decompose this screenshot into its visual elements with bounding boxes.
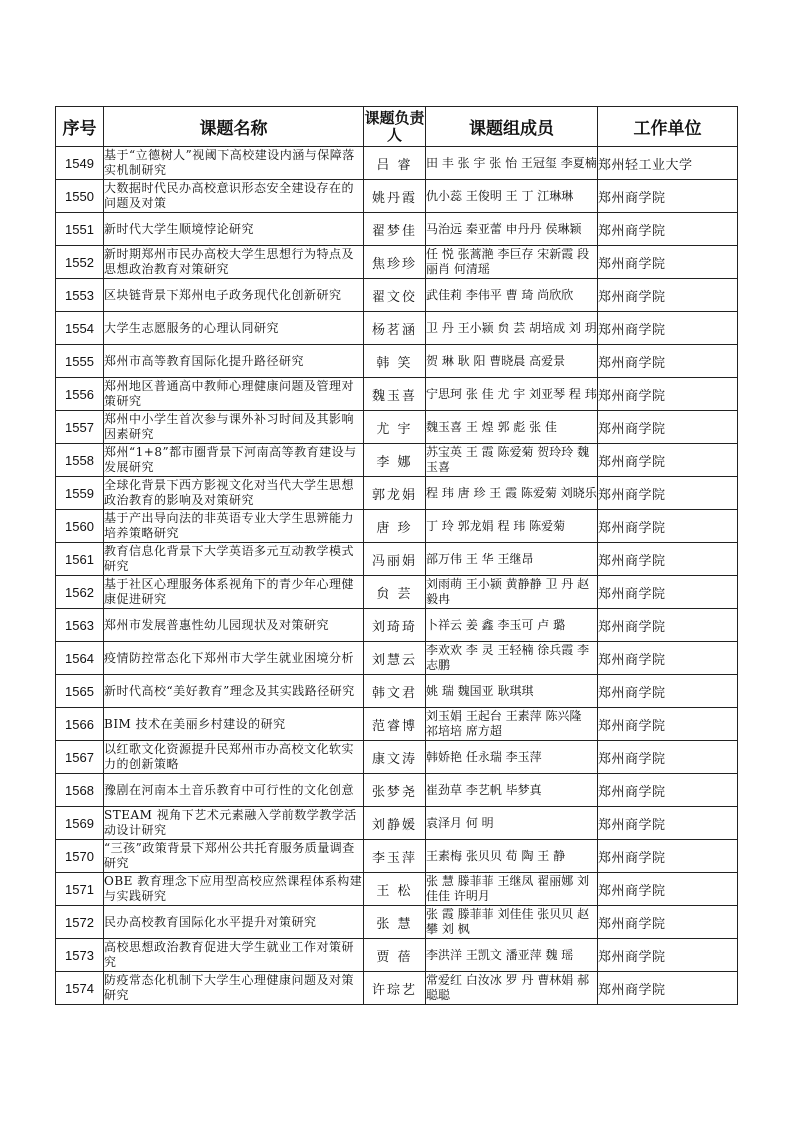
cell-members: 刘雨萌 王小颍 黄静静 卫 丹 赵毅冉: [426, 576, 598, 609]
cell-title: 郑州“1+8”都市圈背景下河南高等教育建设与发展研究: [104, 444, 364, 477]
cell-leader: 焦珍珍: [364, 246, 426, 279]
table-row: [56, 576, 738, 609]
cell-title: 疫情防控常态化下郑州市大学生就业困境分析: [104, 642, 364, 675]
cell-title: 基于“立德树人”视阈下高校建设内涵与保障落实机制研究: [104, 147, 364, 180]
cell-no: 1555: [56, 345, 104, 378]
cell-members: 部万伟 王 华 王继昂: [426, 543, 598, 576]
cell-no: 1573: [56, 939, 104, 972]
cell-title: 区块链背景下郑州电子政务现代化创新研究: [104, 279, 364, 312]
cell-no: 1559: [56, 477, 104, 510]
table-row: [56, 972, 738, 1005]
cell-no: 1570: [56, 840, 104, 873]
table-row: [56, 741, 738, 774]
table-row: [56, 345, 738, 378]
cell-no: 1565: [56, 675, 104, 708]
cell-title: 以红歌文化资源提升民郑州市办高校文化软实力的创新策略: [104, 741, 364, 774]
table-row: [56, 774, 738, 807]
cell-title: 基于社区心理服务体系视角下的青少年心理健康促进研究: [104, 576, 364, 609]
cell-no: 1550: [56, 180, 104, 213]
cell-title: 大数据时代民办高校意识形态安全建设存在的问题及对策: [104, 180, 364, 213]
cell-members: 贺 琳 耿 阳 曹晓晨 高爱景: [426, 345, 598, 378]
table-row: [56, 147, 738, 180]
table-row: [56, 873, 738, 906]
cell-no: 1567: [56, 741, 104, 774]
cell-no: 1552: [56, 246, 104, 279]
cell-title: “三孩”政策背景下郑州公共托育服务质量调查研究: [104, 840, 364, 873]
cell-leader: 贾 蓓: [364, 939, 426, 972]
cell-leader: 翟文佼: [364, 279, 426, 312]
cell-members: 马治远 秦亚蕾 申丹丹 侯琳颖: [426, 213, 598, 246]
cell-members: 刘玉娟 王起台 王素萍 陈兴隆 祁培培 席方超: [426, 708, 598, 741]
cell-unit: 郑州商学院: [598, 246, 738, 279]
cell-unit: 郑州商学院: [598, 741, 738, 774]
cell-unit: 郑州商学院: [598, 675, 738, 708]
cell-unit: 郑州商学院: [598, 774, 738, 807]
table-row: [56, 411, 738, 444]
cell-leader: 唐 珍: [364, 510, 426, 543]
cell-no: 1569: [56, 807, 104, 840]
table-row: [56, 939, 738, 972]
cell-members: 张 慧 滕菲菲 王继凤 翟丽娜 刘佳佳 许明月: [426, 873, 598, 906]
cell-unit: 郑州商学院: [598, 444, 738, 477]
cell-unit: 郑州商学院: [598, 576, 738, 609]
cell-leader: 刘静媛: [364, 807, 426, 840]
table-row: [56, 279, 738, 312]
table-row: [56, 213, 738, 246]
cell-title: 郑州地区普通高中教师心理健康问题及管理对策研究: [104, 378, 364, 411]
cell-members: 韩娇艳 任永瑞 李玉萍: [426, 741, 598, 774]
cell-unit: 郑州商学院: [598, 642, 738, 675]
cell-no: 1572: [56, 906, 104, 939]
cell-unit: 郑州商学院: [598, 279, 738, 312]
table-body: [56, 147, 738, 1005]
cell-no: 1563: [56, 609, 104, 642]
cell-title: 新时代大学生顺境悖论研究: [104, 213, 364, 246]
cell-leader: 贠 芸: [364, 576, 426, 609]
cell-members: 魏玉喜 王 煌 郭 彪 张 佳: [426, 411, 598, 444]
cell-members: 武佳莉 李伟平 曹 琦 尚欣欣: [426, 279, 598, 312]
cell-members: 程 玮 唐 珍 王 霞 陈爱菊 刘晓乐: [426, 477, 598, 510]
cell-no: 1564: [56, 642, 104, 675]
cell-members: 宁思珂 张 佳 尤 宇 刘亚琴 程 玮: [426, 378, 598, 411]
cell-members: 丁 玲 郭龙娟 程 玮 陈爱菊: [426, 510, 598, 543]
table-row: [56, 180, 738, 213]
cell-members: 任 悦 张蒿滟 李巨存 宋新霞 段丽肖 何清瑶: [426, 246, 598, 279]
cell-leader: 杨茗涵: [364, 312, 426, 345]
cell-unit: 郑州商学院: [598, 378, 738, 411]
table-row: [56, 378, 738, 411]
cell-leader: 刘琦琦: [364, 609, 426, 642]
cell-no: 1574: [56, 972, 104, 1005]
cell-unit: 郑州商学院: [598, 312, 738, 345]
table-row: [56, 312, 738, 345]
cell-no: 1571: [56, 873, 104, 906]
cell-leader: 郭龙娟: [364, 477, 426, 510]
cell-leader: 魏玉喜: [364, 378, 426, 411]
cell-title: 豫剧在河南本土音乐教育中可行性的文化创意: [104, 774, 364, 807]
cell-no: 1551: [56, 213, 104, 246]
cell-no: 1554: [56, 312, 104, 345]
cell-leader: 康文涛: [364, 741, 426, 774]
cell-unit: 郑州轻工业大学: [598, 147, 738, 180]
cell-leader: 王 松: [364, 873, 426, 906]
cell-title: 新时代高校“美好教育”理念及其实践路径研究: [104, 675, 364, 708]
cell-title: 大学生志愿服务的心理认同研究: [104, 312, 364, 345]
cell-leader: 尤 宇: [364, 411, 426, 444]
cell-title: STEAM 视角下艺术元素融入学前数学教学活动设计研究: [104, 807, 364, 840]
cell-unit: 郑州商学院: [598, 609, 738, 642]
cell-title: 教育信息化背景下大学英语多元互动教学模式研究: [104, 543, 364, 576]
cell-unit: 郑州商学院: [598, 213, 738, 246]
cell-title: 郑州中小学生首次参与课外补习时间及其影响因素研究: [104, 411, 364, 444]
research-project-table: [55, 106, 738, 1005]
cell-members: 袁泽月 何 明: [426, 807, 598, 840]
cell-leader: 许琮艺: [364, 972, 426, 1005]
cell-no: 1557: [56, 411, 104, 444]
table-row: [56, 609, 738, 642]
header-unit: 工作单位: [598, 107, 738, 147]
table-row: [56, 543, 738, 576]
header-members: 课题组成员: [426, 107, 598, 147]
table-row: [56, 840, 738, 873]
cell-title: 郑州市发展普惠性幼儿园现状及对策研究: [104, 609, 364, 642]
cell-leader: 张 慧: [364, 906, 426, 939]
cell-unit: 郑州商学院: [598, 906, 738, 939]
cell-title: 新时期郑州市民办高校大学生思想行为特点及思想政治教育对策研究: [104, 246, 364, 279]
cell-leader: 李玉萍: [364, 840, 426, 873]
cell-leader: 韩 笑: [364, 345, 426, 378]
cell-members: 张 霞 滕菲菲 刘佳佳 张贝贝 赵 攀 刘 枫: [426, 906, 598, 939]
cell-members: 田 丰 张 宇 张 怡 王冠玺 李夏楠: [426, 147, 598, 180]
cell-leader: 刘慧云: [364, 642, 426, 675]
cell-no: 1568: [56, 774, 104, 807]
table-row: [56, 807, 738, 840]
table-row: [56, 477, 738, 510]
cell-unit: 郑州商学院: [598, 345, 738, 378]
cell-no: 1549: [56, 147, 104, 180]
cell-no: 1558: [56, 444, 104, 477]
cell-leader: 张梦尧: [364, 774, 426, 807]
cell-title: 全球化背景下西方影视文化对当代大学生思想政治教育的影响及对策研究: [104, 477, 364, 510]
table-row: [56, 675, 738, 708]
cell-title: 基于产出导向法的非英语专业大学生思辨能力培养策略研究: [104, 510, 364, 543]
cell-title: BIM 技术在美丽乡村建设的研究: [104, 708, 364, 741]
cell-members: 王素梅 张贝贝 荀 陶 王 静: [426, 840, 598, 873]
cell-leader: 范睿博: [364, 708, 426, 741]
cell-members: 崔劲草 李艺帆 毕梦真: [426, 774, 598, 807]
header-no: 序号: [56, 107, 104, 147]
cell-no: 1566: [56, 708, 104, 741]
cell-members: 常爱红 白汝冰 罗 丹 曹林娟 郝聪聪: [426, 972, 598, 1005]
table-row: [56, 642, 738, 675]
cell-title: 郑州市高等教育国际化提升路径研究: [104, 345, 364, 378]
cell-title: 防疫常态化机制下大学生心理健康问题及对策研究: [104, 972, 364, 1005]
cell-members: 李洪洋 王凯文 潘亚萍 魏 瑶: [426, 939, 598, 972]
header-leader: 课题负责人: [364, 107, 426, 147]
cell-unit: 郑州商学院: [598, 873, 738, 906]
cell-leader: 翟梦佳: [364, 213, 426, 246]
cell-members: 李欢欢 李 灵 王轻楠 徐兵霞 李志鹏: [426, 642, 598, 675]
cell-unit: 郑州商学院: [598, 840, 738, 873]
cell-unit: 郑州商学院: [598, 939, 738, 972]
cell-unit: 郑州商学院: [598, 543, 738, 576]
table-row: [56, 708, 738, 741]
cell-unit: 郑州商学院: [598, 180, 738, 213]
cell-leader: 冯丽娟: [364, 543, 426, 576]
cell-members: 仇小蕊 王俊明 王 丁 江琳琳: [426, 180, 598, 213]
cell-members: 卫 丹 王小颍 贠 芸 胡培成 刘 玥: [426, 312, 598, 345]
cell-leader: 吕 睿: [364, 147, 426, 180]
cell-no: 1561: [56, 543, 104, 576]
cell-no: 1560: [56, 510, 104, 543]
cell-members: 苏宝英 王 霞 陈爱菊 贺玲玲 魏玉喜: [426, 444, 598, 477]
cell-title: 民办高校教育国际化水平提升对策研究: [104, 906, 364, 939]
cell-no: 1553: [56, 279, 104, 312]
cell-members: 姚 瑞 魏国亚 耿琪琪: [426, 675, 598, 708]
cell-leader: 李 娜: [364, 444, 426, 477]
cell-unit: 郑州商学院: [598, 708, 738, 741]
cell-title: 高校思想政治教育促进大学生就业工作对策研究: [104, 939, 364, 972]
cell-unit: 郑州商学院: [598, 477, 738, 510]
header-title: 课题名称: [104, 107, 364, 147]
cell-unit: 郑州商学院: [598, 972, 738, 1005]
cell-members: 卜祥云 姜 鑫 李玉可 卢 璐: [426, 609, 598, 642]
cell-title: OBE 教育理念下应用型高校应然课程体系构建与实践研究: [104, 873, 364, 906]
cell-unit: 郑州商学院: [598, 807, 738, 840]
cell-unit: 郑州商学院: [598, 411, 738, 444]
cell-no: 1562: [56, 576, 104, 609]
cell-no: 1556: [56, 378, 104, 411]
table-row: [56, 444, 738, 477]
table-header-row: [56, 107, 738, 147]
table-row: [56, 906, 738, 939]
cell-unit: 郑州商学院: [598, 510, 738, 543]
table-row: [56, 510, 738, 543]
cell-leader: 姚丹霞: [364, 180, 426, 213]
table-row: [56, 246, 738, 279]
cell-leader: 韩文君: [364, 675, 426, 708]
